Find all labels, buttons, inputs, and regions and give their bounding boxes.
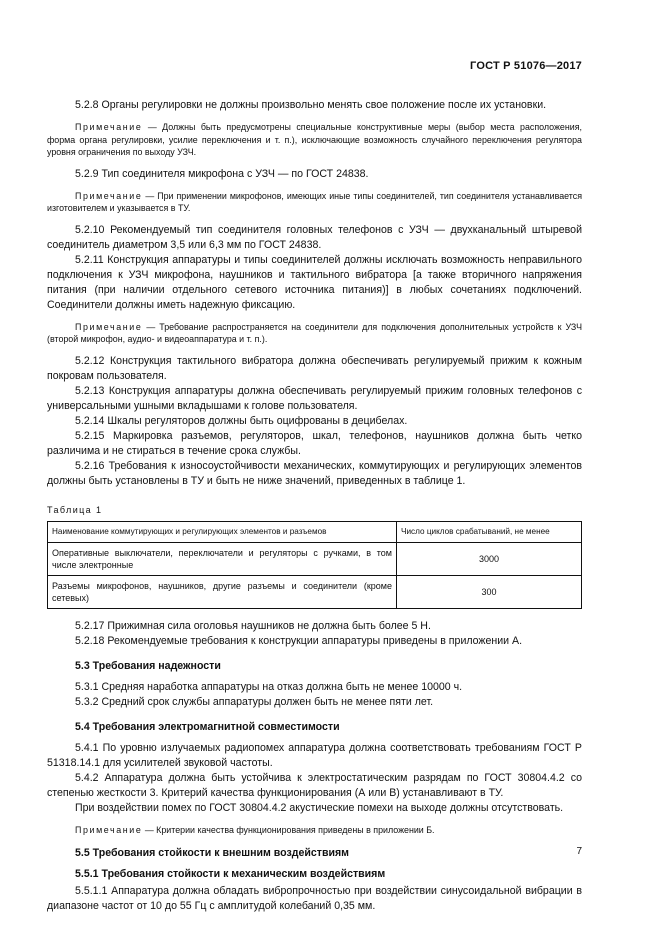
clause-5-2-9: 5.2.9 Тип соединителя микрофона с УЗЧ — по ГОСТ 24838. (75, 167, 369, 180)
table-caption: Таблица 1 (47, 504, 103, 515)
clause-5-5-1-1: 5.5.1.1 Аппаратура должна обладать вибропрочностью при воздействии синусоидальной вибрации в диапазоне частот от 10 до 55 Гц с амплитудой колебаний 0,35 мм. (47, 885, 582, 912)
table-cell-value: 3000 (397, 542, 582, 575)
clause-5-3-2: 5.3.2 Средний срок службы аппаратуры должен быть не менее пяти лет. (75, 695, 434, 708)
clause-5-2-14: 5.2.14 Шкалы регуляторов должны быть оцифрованы в децибелах. (75, 414, 408, 427)
clause-5-2-13: 5.2.13 Конструкция аппаратуры должна обеспечивать регулируемый прижим головных телефонов с универсальными ушными вкладышами к голове пользователя. (47, 384, 582, 412)
page-number: 7 (576, 846, 582, 857)
note-label: Примечание (75, 321, 143, 332)
clause-5-2-11: 5.2.11 Конструкция аппаратуры и типы соединителей должны исключать возможность неправильного подключения к УЗЧ микрофона, наушников и тактильного вибратора [а также вторичного напряжения питания (при наличии отдельного сетевого источника питания)] в любых сочетаниях подключений. Соединители должны иметь надежную фиксацию. (47, 253, 582, 311)
clause-5-4-1: 5.4.1 По уровню излучаемых радиопомех аппаратура должна соответствовать требованиям ГОСТ Р 51318.14.1 для усилителей звуковой частоты. (47, 741, 582, 769)
section-5-5-heading: 5.5 Требования стойкости к внешним воздействиям (75, 847, 350, 859)
note-1 (47, 121, 582, 159)
table-header-name: Наименование коммутирующих и регулирующих элементов и разъемов (48, 521, 397, 542)
clause-5-2-16: 5.2.16 Требования к износоустойчивости механических, коммутирующих и регулирующих элементов должны быть установлены в ТУ и быть не ниже значений, приведенных в таблице 1. (47, 459, 582, 487)
note-4 (47, 824, 582, 837)
clause-5-2-17: 5.2.17 Прижимная сила оголовья наушников не должна быть более 5 Н. (75, 619, 431, 632)
clause-5-2-12: 5.2.12 Конструкция тактильного вибратора должна обеспечивать регулируемый прижим к кожным покровам пользователя. (47, 354, 582, 382)
clause-5-3-1: 5.3.1 Средняя наработка аппаратуры на отказ должна быть не менее 10000 ч. (75, 680, 463, 693)
table-1 (47, 521, 582, 609)
clause-5-2-18: 5.2.18 Рекомендуемые требования к конструкции аппаратуры приведены в приложении А. (75, 634, 523, 647)
table-row (48, 542, 582, 575)
table-row (48, 575, 582, 608)
clause-5-4-2-continued: При воздействии помех по ГОСТ 30804.4.2 акустические помехи на выходе должны отсутствовать. (75, 801, 564, 814)
section-5-5-1-heading: 5.5.1 Требования стойкости к механическим воздействиям (75, 868, 386, 880)
clause-5-2-15: 5.2.15 Маркировка разъемов, регуляторов, шкал, телефонов, наушников должна быть четко различима и не стираться в течение срока службы. (47, 429, 582, 457)
note-text: — При применении микрофонов, имеющих иные типы соединителей, тип соединителя устанавливается изготовителем и указывается в ТУ. (47, 190, 582, 213)
note-label: Примечание (75, 824, 143, 835)
clause-5-4-2: 5.4.2 Аппаратура должна быть устойчива к электростатическим разрядам по ГОСТ 30804.4.2 со степенью жесткости 3. Критерий качества функционирования (А или В) устанавливают в ТУ. (47, 771, 582, 799)
note-text: — Должны быть предусмотрены специальные конструктивные меры (выбор места расположения, формa органа регулировки, усилие переключения и т. п.), исключающие возможность случайного переключения регулятора уровня ограничения по выходу УЗЧ. (47, 122, 582, 157)
section-5-3-heading: 5.3 Требования надежности (75, 659, 221, 672)
clause-5-2-10: 5.2.10 Рекомендуемый тип соединителя головных телефонов с УЗЧ — двухканальный штыревой соединитель диаметром 3,5 или 6,3 мм по ГОСТ 24838. (47, 223, 582, 251)
table-cell-name: Разъемы микрофонов, наушников, другие разъемы и соединители (кроме сетевых) (48, 575, 397, 608)
note-label: Примечание (75, 190, 143, 201)
note-label: Примечание (75, 122, 143, 132)
note-3 (47, 321, 582, 346)
section-5-4-heading: 5.4 Требования электромагнитной совместимости (75, 720, 340, 733)
clause-5-2-8: 5.2.8 Органы регулировки не должны произвольно менять свое положение после их установки. (75, 99, 547, 111)
table-cell-name: Оперативные выключатели, переключатели и регуляторы с ручками, в том числе электронные (48, 542, 397, 575)
note-2 (47, 190, 582, 215)
table-header-row (48, 521, 582, 542)
table-header-cycles: Число циклов срабатываний, не менее (397, 521, 582, 542)
table-cell-value: 300 (397, 575, 582, 608)
note-text: — Критерии качества функционирования приведены в приложении Б. (142, 824, 435, 835)
document-code: ГОСТ Р 51076—2017 (470, 60, 582, 72)
note-text: — Требование распространяется на соединители для подключения дополнительных устройств к УЗЧ (второй микрофон, аудио- и видеоаппаратура и т. п.). (47, 321, 582, 344)
document-body (47, 90, 582, 914)
